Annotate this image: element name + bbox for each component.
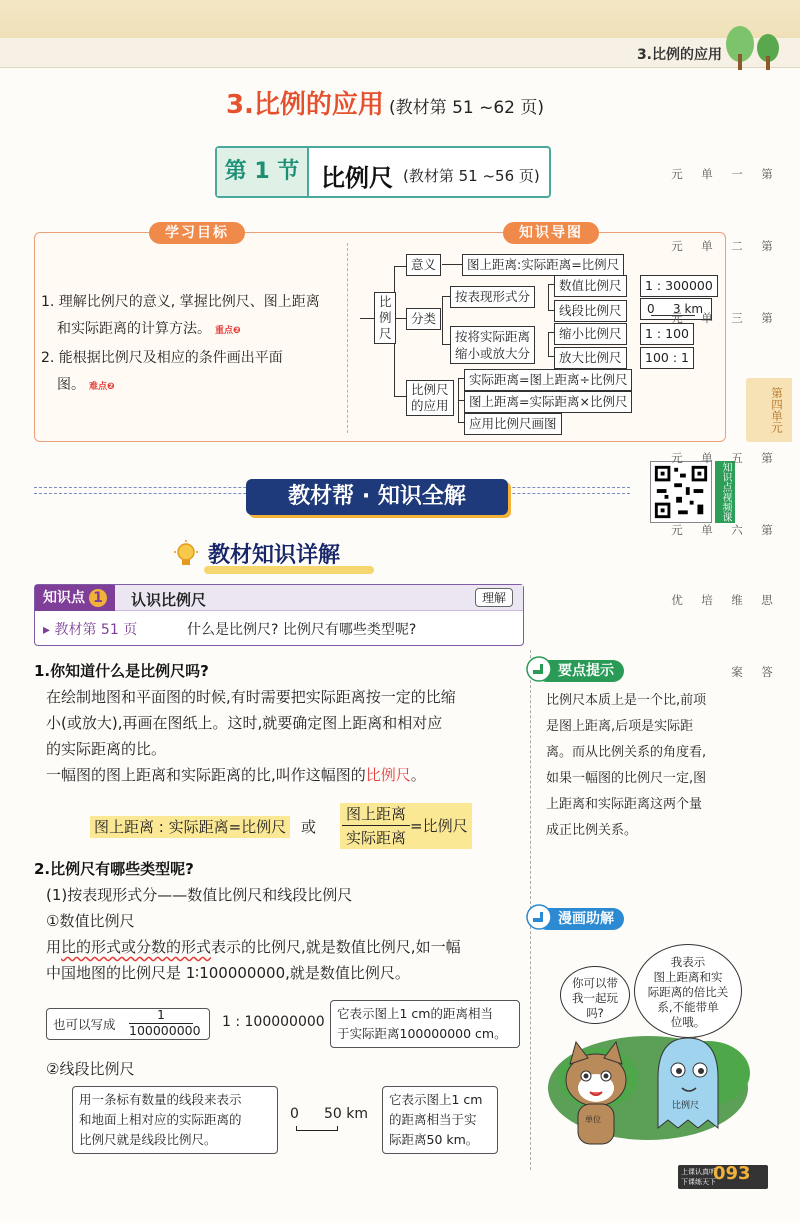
tip-text: 比例尺本质上是一个比,前项 是图上距离,后项是实际距 离。而从比例关系的角度看, 如果一幅图的比例尺一定,图 上距离和实际距离这两个量 成正比例关系。 [546, 693, 707, 838]
mindmap-app-2: 图上距离=实际距离×比例尺 [464, 391, 632, 413]
mindmap-root: 比例尺 [374, 292, 396, 344]
mindmap-enlarge-example: 100 : 1 [640, 347, 694, 369]
speech-bubble-cat: 你可以带 我一起玩 吗? [560, 966, 630, 1024]
s1-fraction: 图上距离 实际距离 =比例尺 [340, 803, 472, 849]
side-nav-unit-4[interactable]: 第四单元 [746, 378, 792, 442]
cat-tag: 单位 [585, 1115, 601, 1124]
mindmap-numeric: 数值比例尺 [554, 275, 627, 297]
kp-badge: 理解 [475, 588, 513, 607]
mindmap-reduce-example: 1 : 100 [640, 323, 694, 345]
comic-label: 漫画助解 [536, 908, 624, 930]
mindmap-enlarge: 放大比例尺 [554, 347, 627, 369]
mindmap-label: 知识导图 [503, 222, 599, 244]
s1-formula: 图上距离 : 实际距离=比例尺 或 [90, 805, 316, 849]
mindmap-by-form: 按表现形式分 [450, 286, 535, 308]
side-nav-unit-5[interactable]: 第五单元 [670, 452, 774, 464]
page-number: 093 [713, 1163, 751, 1184]
mindmap-line-example: 0 3 km [640, 298, 712, 320]
mindmap-by-scale: 按将实际距离 缩小或放大分 [450, 326, 535, 364]
comic-illustration [538, 938, 750, 1156]
ex2-line-scale: 0 50 km [290, 1106, 370, 1136]
speech-bubble-ghost: 我表示 图上距离和实 际距离的倍比关 系,不能带单 位哦。 [634, 944, 742, 1038]
section-ref: (教材第 51 ~56 页) [403, 167, 540, 185]
header-section-label: 3.比例的应用 [636, 47, 722, 63]
kp-title: 认识比例尺 [131, 591, 207, 609]
s1-paragraph: 在绘制地图和平面图的时候,有时需要把实际距离按一定的比缩 小(或放大),再画在图纸上。这时,就要确定图上距离和相对应 的实际距离的比。 一幅图的图上距离和实际距离的比,叫作这幅图的比例尺。 [46, 688, 456, 784]
side-nav-unit-2[interactable]: 第二单元 [670, 240, 774, 252]
tree-icon [722, 24, 788, 72]
mindmap-application: 比例尺 的应用 [406, 380, 454, 416]
chapter-title: 3.比例的应用 (教材第 51 ~62 页) [225, 90, 545, 120]
mindmap-meaning-def: 图上距离:实际距离=比例尺 [462, 254, 624, 276]
ex1-ratio: 1 : 100000000 [222, 1014, 325, 1030]
side-nav-unit-1[interactable]: 第一单元 [670, 168, 774, 180]
mindmap-app-3: 应用比例尺画图 [464, 413, 562, 435]
detail-title: 教材知识详解 [208, 543, 341, 568]
top-decor-strip [0, 0, 800, 38]
mindmap-reduce: 缩小比例尺 [554, 323, 627, 345]
difficult-point-tag: 难点❷ [89, 382, 115, 392]
mindmap-classify: 分类 [406, 308, 441, 330]
section-name: 比例尺 [321, 164, 393, 192]
banner: 教材帮 · 知识全解 [246, 479, 508, 515]
panel-divider [347, 243, 348, 433]
s2-circ2: ②线段比例尺 [46, 1060, 135, 1078]
kp-question: 什么是比例尺? 比例尺有哪些类型呢? [187, 622, 417, 638]
goal-item-2: 2. 能根据比例尺及相应的条件画出平面 图。 难点❷ [41, 345, 341, 401]
knowledge-point-box [34, 584, 524, 646]
section-number: 第 1 节 [217, 148, 309, 196]
mindmap-app-1: 实际距离=图上距离÷比例尺 [464, 369, 632, 391]
qr-tag: 知识点视频课 [715, 461, 735, 523]
mindmap-numeric-example: 1 : 300000 [640, 275, 718, 297]
kp-label: 知识点 1 [35, 585, 115, 611]
section-header [215, 146, 551, 198]
side-nav-answers[interactable]: 答案 [730, 666, 774, 678]
ex2-right: 它表示图上1 cm 的距离相当于实 际距离50 km。 [382, 1086, 498, 1154]
footer-slogan: 上课认真听 下课练天下 [678, 1165, 768, 1189]
ex1-left: 也可以写成 1 100000000 [46, 1008, 210, 1040]
lightbulb-icon [172, 540, 200, 568]
side-nav-thinking[interactable]: 思维培优 [670, 594, 774, 606]
tip-label: 要点提示 [536, 660, 624, 682]
mindmap-line: 线段比例尺 [554, 300, 627, 322]
pointing-hand-icon [526, 656, 552, 682]
qr-code-icon[interactable] [650, 461, 712, 523]
mindmap-meaning: 意义 [406, 254, 441, 276]
goal-item-1: 1. 理解比例尺的意义, 掌握比例尺、图上距离 和实际距离的计算方法。 重点❷ [41, 289, 341, 345]
s1-heading: 1.你知道什么是比例尺吗? [34, 662, 209, 680]
s2-heading: 2.比例尺有哪些类型呢? [34, 860, 194, 878]
ex2-left: 用一条标有数量的线段来表示 和地面上相对应的实际距离的 比例尺就是线段比例尺。 [72, 1086, 278, 1154]
side-nav-unit-6[interactable]: 第六单元 [670, 524, 774, 536]
ex1-right: 它表示图上1 cm的距离相当 于实际距离100000000 cm。 [330, 1000, 520, 1048]
side-nav-unit-3[interactable]: 第三单元 [670, 312, 774, 324]
ghost-tag: 比例尺 [672, 1101, 700, 1111]
goals-label: 学习目标 [149, 222, 245, 244]
pointing-hand-icon [526, 904, 552, 930]
kp-ref: ▸ 教材第 51 页 [43, 622, 138, 638]
s2-paragraph: (1)按表现形式分——数值比例尺和线段比例尺 ①数值比例尺 用比的形式或分数的形式表示的比例尺,就是数值比例尺,如一幅 中国地图的比例尺是 1∶100000000,就是数值比例尺。 [46, 886, 461, 982]
key-point-tag: 重点❷ [215, 326, 241, 336]
